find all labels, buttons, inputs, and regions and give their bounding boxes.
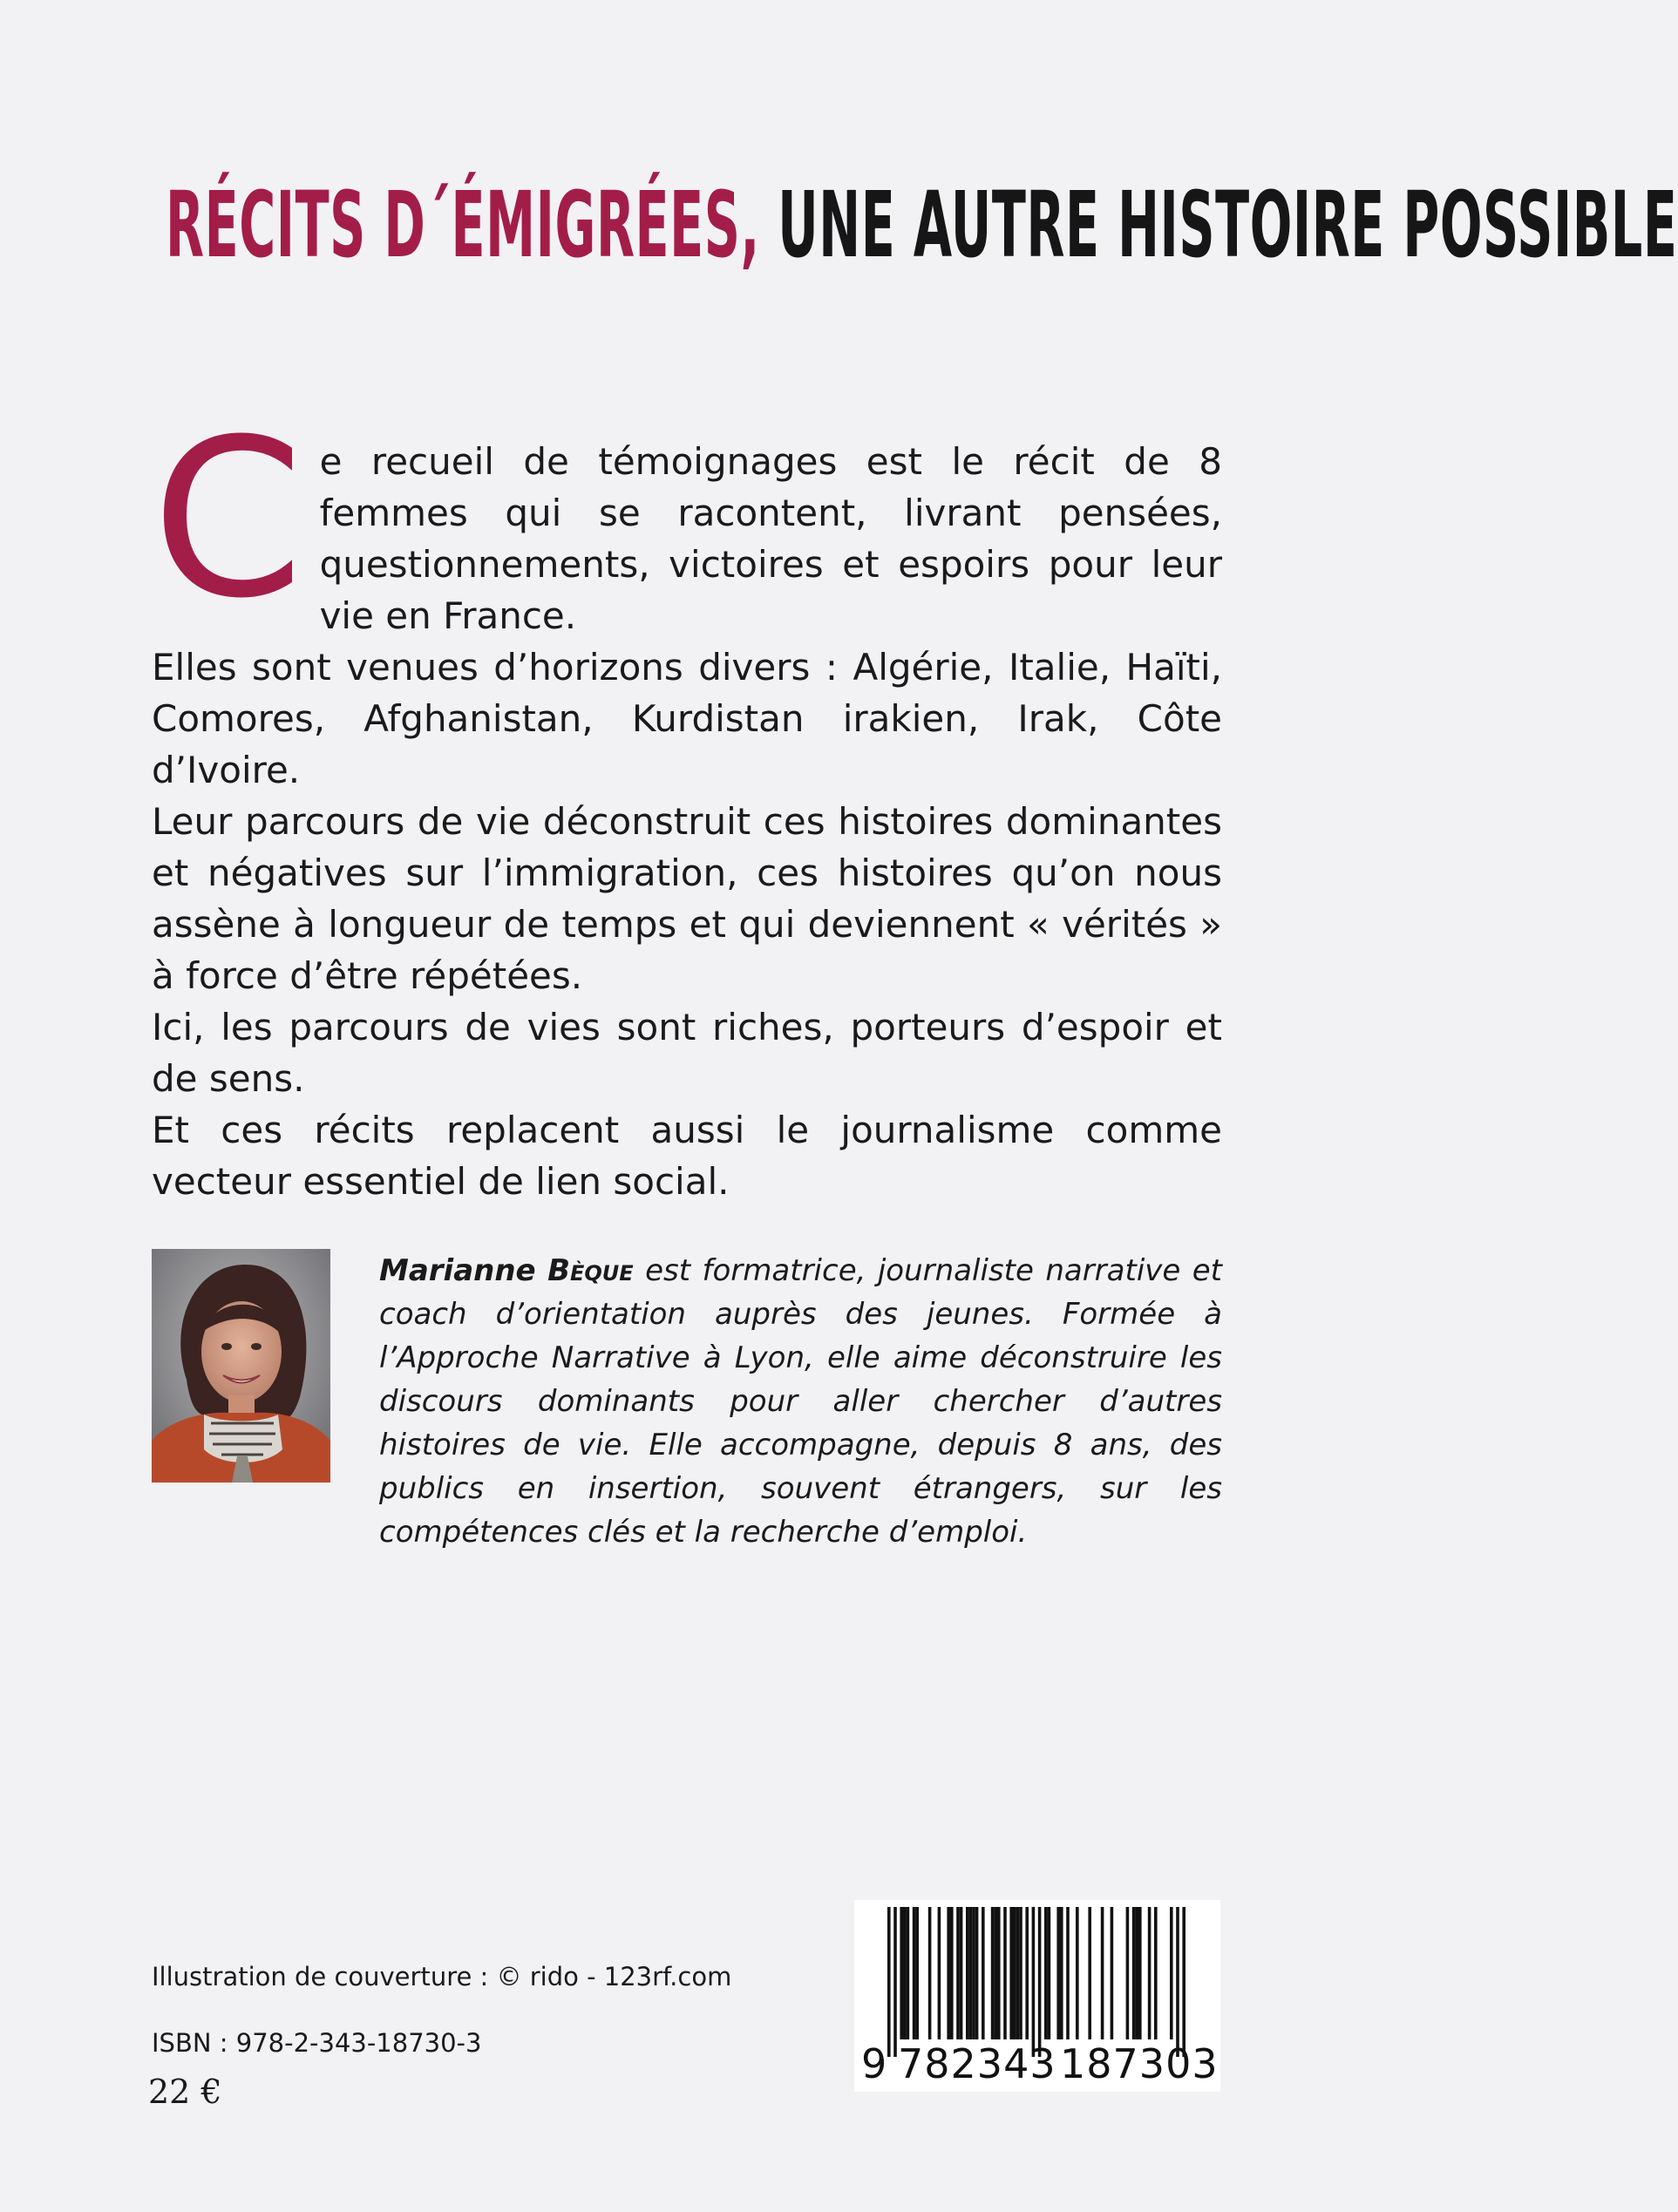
barcode-bar [982,1907,985,2039]
barcode-bar [972,1907,975,2039]
barcode-first-digit: 9 [861,2040,887,2087]
barcode-bar [969,1907,973,2039]
barcode-bar [1056,1907,1060,2039]
price: 22 € [148,2073,222,2111]
barcode-bar [893,1907,897,2057]
blurb-paragraph-2: Elles sont venues d’horizons divers : Algérie, Italie, Haïti, Comores, Afghanistan, Kurdistan irakien, Irak, Côte d’Ivoire. [152,646,1222,791]
book-title [166,172,1678,278]
barcode-bar [938,1907,941,2039]
barcode-bar [1016,1907,1020,2039]
barcode-right-digits: 187303 [1060,2040,1219,2087]
barcode-bar [907,1907,910,2039]
barcode-bar [1101,1907,1104,2039]
barcode-bar [994,1907,997,2039]
barcode-bar [975,1907,979,2039]
barcode-bar [1138,1907,1142,2039]
title-part-2: UNE AUTRE HISTOIRE POSSIBLE [778,172,1678,278]
barcode-bar [1076,1907,1079,2039]
barcode-bar [947,1907,950,2039]
barcode-bar [956,1907,960,2039]
barcode-bar [1003,1907,1007,2039]
barcode-number [854,2039,1220,2088]
barcode-bar [1066,1907,1070,2039]
barcode-bar [1154,1907,1158,2039]
barcode-bar [1032,1907,1036,2057]
barcode-bar [1182,1907,1185,2057]
barcode-bar [1060,1907,1063,2039]
author-bio-text: est formatrice, journaliste narrative et coach d’orientation auprès des jeunes. Formée à l’Approche Narrative à Lyon, elle aime déconstruire les discours dominants pour aller chercher d’autres histoires de vie. Elle accompagne, depuis 8 ans, des publics en insertion, souvent étrangers, sur les compétences clés et la recherche d’emploi. [379,1253,1223,1550]
blurb-paragraph-5: Et ces récits replacent aussi le journalisme comme vecteur essentiel de lien social. [152,1109,1222,1203]
barcode-bar [950,1907,954,2039]
drop-cap: C [152,392,304,646]
barcode-bar [1009,1907,1013,2039]
barcode-bar [1088,1907,1091,2039]
barcode-bar [928,1907,932,2039]
author-bio [379,1249,1222,1554]
barcode-bar [991,1907,995,2039]
barcode-bar [1132,1907,1136,2039]
barcode-bar [1025,1907,1029,2039]
barcode-bar [1044,1907,1048,2039]
cover-illustration-credit: Illustration de couverture : © rido - 123rf.com [152,1962,732,1991]
barcode-bar [1126,1907,1130,2039]
barcode-bar [1111,1907,1114,2039]
title-part-1: RÉCITS D´ÉMIGRÉES, [166,172,760,278]
blurb-paragraph-4: Ici, les parcours de vies sont riches, porteurs d’espoir et de sens. [152,1006,1222,1100]
barcode [854,1900,1220,2092]
barcode-bar [915,1907,919,2039]
barcode-bar [1019,1907,1022,2039]
barcode-bar [900,1907,903,2039]
barcode-bar [1013,1907,1016,2039]
barcode-bar [1148,1907,1152,2039]
barcode-bar [1135,1907,1138,2039]
barcode-bar [1176,1907,1179,2057]
author-first-name: Marianne [379,1253,536,1288]
barcode-bar [1038,1907,1042,2057]
back-cover-blurb [152,392,1222,1207]
barcode-bar [966,1907,969,2039]
barcode-bar [960,1907,963,2039]
barcode-bar [903,1907,907,2039]
author-photo [152,1249,330,1483]
barcode-bar [887,1907,891,2057]
isbn: ISBN : 978-2-343-18730-3 [152,2028,482,2058]
barcode-bar [997,1907,1001,2039]
blurb-paragraph-1: e recueil de témoignages est le récit de 8 femmes qui se racontent, livrant pensées, questionnements, victoires et espoirs pour leur vie en France. [319,440,1222,637]
barcode-bar [913,1907,916,2039]
author-last-name: Bèque [547,1253,634,1288]
barcode-left-digits: 782343 [898,2040,1056,2087]
barcode-bar [1170,1907,1173,2039]
barcode-bar [1048,1907,1051,2039]
blurb-paragraph-3: Leur parcours de vie déconstruit ces histoires dominantes et négatives sur l’immigration, ces histoires qu’on nous assène à longueur de temps et qui deviennent « vérités » à force d’être répétées. [152,800,1222,997]
